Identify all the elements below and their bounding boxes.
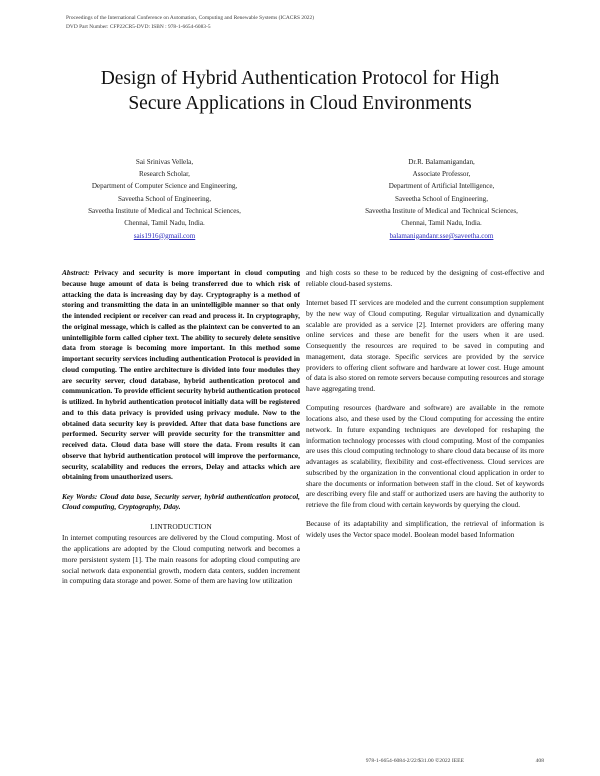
author-block-1 (62, 156, 267, 242)
conference-header-line2: DVD Part Number: CFP22CR5-DVD: ISBN : 978-1-6654-6083-5 (66, 24, 211, 31)
right-column (306, 268, 544, 730)
section-heading-introduction: I.INTRODUCTION (150, 521, 212, 531)
conference-header-line1: Proceedings of the International Conference on Automation, Computing and Renewable Systems (ICACRS 2022) (66, 15, 315, 21)
keywords-paragraph: Key Words: Cloud data base, Security server, hybrid authentication protocol, Cloud computing, Cryptography, Dday. (62, 491, 300, 512)
author-institute: Saveetha Institute of Medical and Technical Sciences, (365, 206, 518, 215)
author-location: Chennai, Tamil Nadu, India. (124, 218, 205, 227)
body-paragraph-4: Because of its adaptability and simplification, the retrieval of information is widely uses the Vector space model. Boolean model based Information (306, 519, 544, 539)
author-name: Dr.R. Balamanigandan, (408, 158, 475, 166)
authors-section (62, 156, 544, 242)
author-name: Sai Srinivas Vellela, (135, 158, 194, 166)
abstract-text: Privacy and security is more important in cloud computing because huge amount of data is being transferred due to which risk of attacking the data is increasing day by day. Cryptography is a method of storing and transmitting the data in an unintelligible manner so that only the intended recipient or receiver can read and process it. In cryptography, the original message, which is called as the plaintext can be converted to an unintelligible form called cipher text. The ability to securely delete sensitive data from storage is becoming more important. In this method some important security services including authentication Protocol is provided in cloud computing. The entire architecture is divided into four modules they are security server, cloud database, hybrid authentication protocol and communication. To provide efficient security hybrid authentication protocol is utilized. In hybrid authentication protocol initially data will be registered and to this data privacy is provided using privacy module. Now to the obtained data security key is provided. After that data base functions are performed. Security server will provide security for the transmitter and received data. Cloud data base will store the data. From results it can observe that hybrid authentication protocol will improve the performance, security, scalability and reduces the errors, Delay and attacks which are obtaining from unauthorized users. (62, 268, 300, 482)
footer-copyright: 978-1-6654-6084-2/22/$31.00 ©2022 IEEE (365, 758, 464, 764)
intro-paragraph-1: In internet computing resources are delivered by the Cloud computing. Most of the applications are adopted by the Cloud computing network and becomes a more persistent system [1]. The main reasons for adopting cloud computing are social network data exponential growth, modern data centers, sudden increment in computing data storage and power. Some of them are having low utilization (62, 533, 300, 586)
conference-header (66, 14, 544, 33)
abstract-label: Abstract: (62, 268, 90, 277)
left-column (62, 268, 300, 730)
author-institute: Saveetha Institute of Medical and Technical Sciences, (88, 206, 241, 215)
page-title: Design of Hybrid Authentication Protocol for High Secure Applications in Cloud Environments (100, 68, 500, 115)
author-school: Saveetha School of Engineering, (118, 194, 211, 203)
author-block-2 (339, 156, 544, 242)
abstract-paragraph (62, 268, 300, 483)
body-paragraph-2: Internet based IT services are modeled and the current consumption supplement by the new way of Cloud computing. Regular virtualization and dynamically scalable are provided as a service [2]. Internet providers are offering many online services and these are benefit for the users when it are used. Consequently the resources are required to be saved in computing and management, data storage. Specific services are provided by the service providers to offering client software and hardware at lower cost. Huge amount of data is also stored on remote servers because computing resources and storage have aggregating trend. (306, 298, 544, 393)
author-department: Department of Computer Science and Engineering, (91, 182, 238, 191)
footer-page-number: 408 (535, 758, 544, 764)
author-school: Saveetha School of Engineering, (395, 194, 488, 203)
author-department: Department of Artificial Intelligence, (388, 182, 495, 191)
body-paragraph-1: and high costs so these to be reduced by the designing of cost-effective and reliable cloud-based systems. (306, 268, 544, 288)
author-role: Associate Professor, (412, 170, 471, 179)
author-email-link[interactable]: balamanigandanr.sse@saveetha.com (389, 231, 494, 240)
author-location: Chennai, Tamil Nadu, India. (401, 218, 482, 227)
author-email-link[interactable]: sais1916@gmail.com (133, 231, 196, 240)
body-paragraph-3: Computing resources (hardware and software) are available in the remote locations also, and these used by the Cloud computing for accessing the entire network. In future expanding techniques are developed for reshaping the information technology processes with cloud computing. Most of the companies are uses this cloud computing technology to share cloud data because of its more advantages as scalability, flexibility and cost-effectiveness. Cloud services are subscribed by the organization in the conventional cloud application in order to share the documents or information between staff in the cloud. Set of keywords are describing every file and staff or authorized users are having the authority to retrieve the file from cloud with certain keywords by querying the cloud. (306, 403, 544, 509)
author-role: Research Scholar, (139, 170, 190, 179)
body-columns (62, 268, 544, 730)
